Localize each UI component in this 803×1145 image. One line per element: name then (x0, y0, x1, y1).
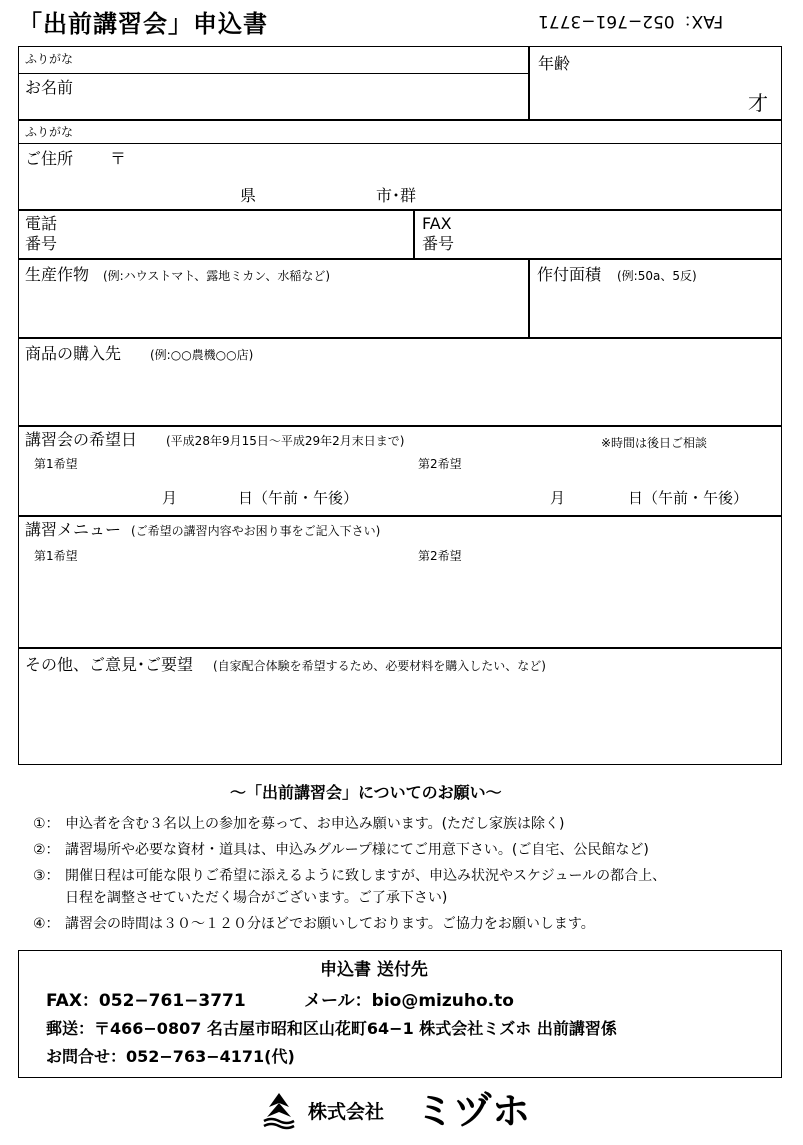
send-fax: FAX：052−761−3771 (46, 991, 246, 1011)
note-number: ④： (33, 916, 60, 932)
company-prefix: 株式会社 (308, 1101, 385, 1123)
first-choice-day-ampm: 日（午前・午後） (238, 489, 359, 507)
first-choice-month: 月 (162, 489, 178, 507)
other-hint: (自家配合体験を希望するため、必要材料を購入したい、など) (213, 659, 546, 673)
name-furigana-label: ふりがな (25, 52, 74, 66)
other-label: その他、ご意見･ご要望 (25, 655, 194, 674)
address-furigana-label: ふりがな (25, 125, 74, 139)
note-number: ②： (33, 842, 60, 858)
phone-label-line2: 番号 (25, 234, 58, 253)
purchase-label: 商品の購入先 (25, 344, 122, 363)
send-contact: お問合せ：052−763−4171(代) (46, 1047, 295, 1066)
menu-hint: (ご希望の講習内容やお困り事をご記入下さい) (131, 524, 381, 538)
company-logo-icon (258, 1090, 300, 1132)
purchase-field[interactable] (20, 340, 780, 424)
menu-second-choice: 第2希望 (418, 549, 462, 563)
menu-label: 講習メニュー (25, 520, 122, 539)
note-text: 開催日程は可能な限りご希望に添えるように致しますが、申込み状況やスケジュールの都合上、 (65, 868, 667, 884)
fax-field[interactable] (416, 211, 780, 257)
page-title: 「出前講習会」申込書 (18, 10, 268, 38)
send-to-title: 申込書 送付先 (320, 960, 428, 980)
note-number: ③： (33, 868, 60, 884)
name-field[interactable] (20, 75, 526, 118)
menu-first-choice: 第1希望 (34, 549, 78, 563)
second-choice-day-ampm: 日（午前・午後） (628, 489, 749, 507)
send-mail: メール：bio@mizuho.to (304, 991, 514, 1011)
date-second-choice: 第2希望 (418, 457, 462, 471)
area-hint: (例:50a、5反) (617, 269, 697, 283)
second-choice-month: 月 (550, 489, 566, 507)
address-label: ご住所 (25, 149, 74, 168)
city-label: 市･群 (376, 186, 417, 205)
note-text-continued: 日程を調整させていただく場合がございます。ご了承下さい) (65, 890, 448, 906)
fax-number-flipped: FAX：052−761−3771 (538, 11, 724, 31)
note-text: 講習会の時間は３０〜１２０分ほどでお願いしております。ご協力をお願いします。 (65, 916, 595, 932)
date-first-choice: 第1希望 (34, 457, 78, 471)
age-unit: 才 (748, 91, 768, 115)
note-text: 講習場所や必要な資材・道具は、申込みグループ様にてご用意下さい。(ご自宅、公民館など) (65, 842, 649, 858)
menu-second-choice-field[interactable] (412, 566, 780, 645)
note-number: ①： (33, 816, 60, 832)
phone-label-line1: 電話 (25, 214, 58, 233)
date-range: (平成28年9月15日〜平成29年2月末日まで) (166, 434, 405, 448)
send-post: 郵送：〒466−0807 名古屋市昭和区山花町64−1 株式会社ミズホ 出前講習係 (46, 1019, 617, 1038)
menu-first-choice-field[interactable] (20, 566, 410, 645)
prefecture-label: 県 (240, 186, 257, 205)
fax-label-line2: 番号 (422, 234, 455, 253)
date-label: 講習会の希望日 (25, 430, 138, 449)
crop-label: 生産作物 (25, 265, 90, 284)
purchase-hint: (例:○○農機○○店) (150, 348, 254, 362)
phone-field[interactable] (20, 211, 411, 257)
postal-mark: 〒 (110, 149, 127, 168)
note-text: 申込者を含む３名以上の参加を募って、お申込み願います。(ただし家族は除く) (65, 816, 565, 832)
area-label: 作付面積 (537, 265, 602, 284)
notes-title: 〜「出前講習会」についてのお願い〜 (230, 783, 502, 802)
date-note: ※時間は後日ご相談 (601, 436, 708, 450)
fax-label-line1: FAX (422, 214, 452, 233)
crop-hint: (例:ハウストマト、露地ミカン、水稲など) (103, 269, 331, 283)
age-label: 年齢 (538, 54, 571, 73)
company-name-logotype: ミヅホ (416, 1089, 531, 1133)
name-label: お名前 (25, 78, 74, 97)
